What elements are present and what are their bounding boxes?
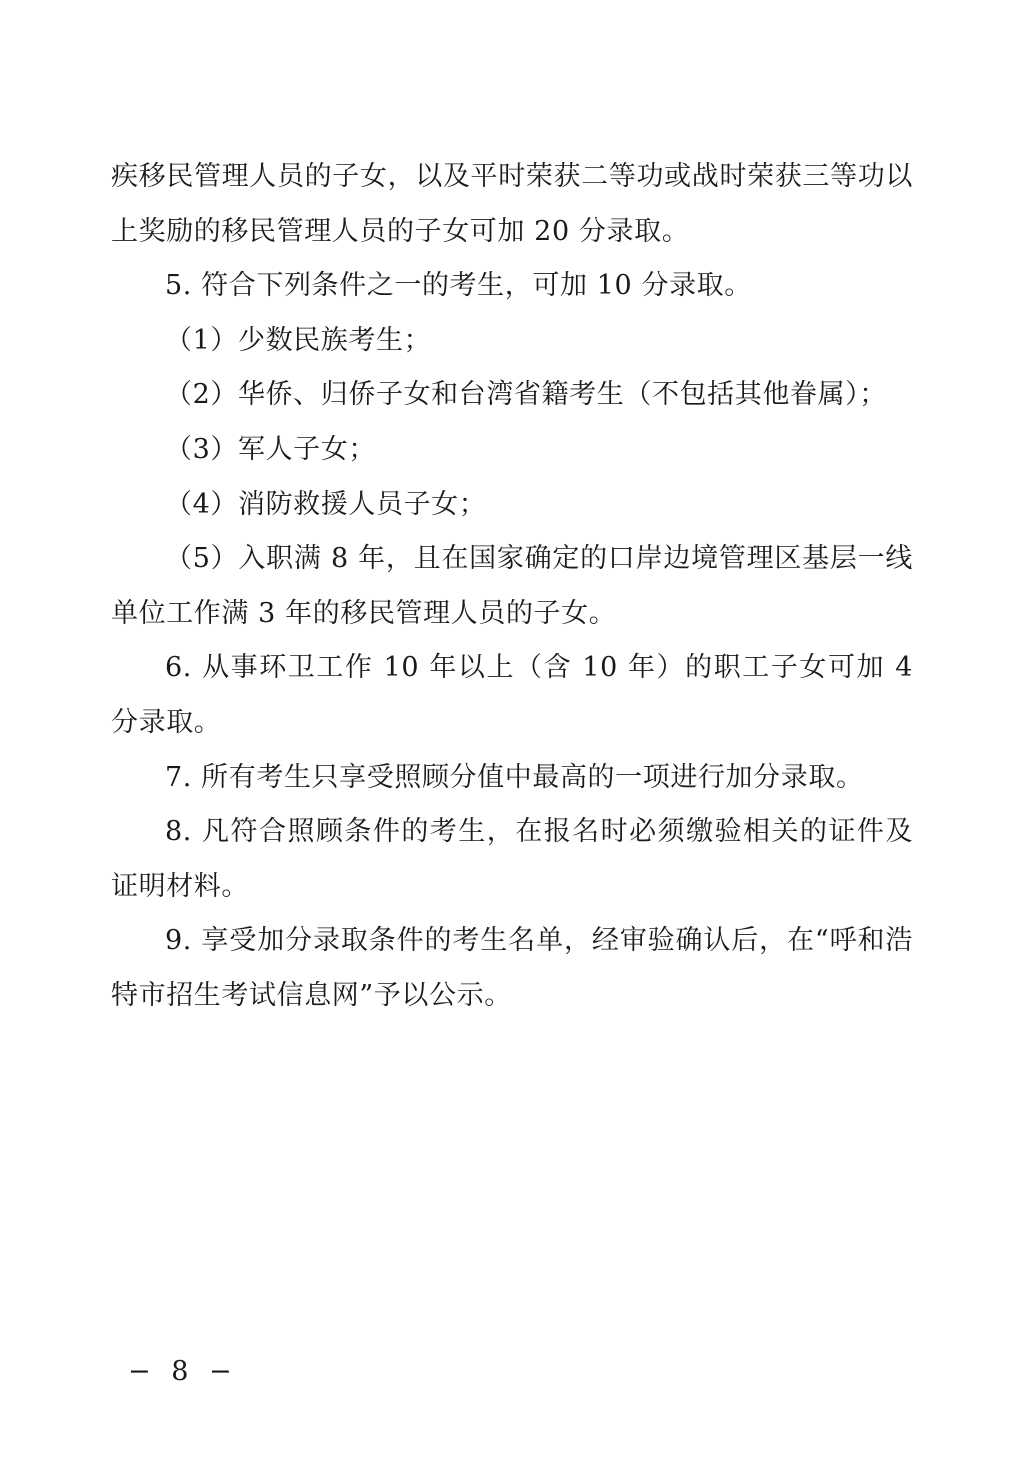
paragraph-item-9: 9. 享受加分录取条件的考生名单，经审验确认后，在“呼和浩特市招生考试信息网”予以公示。: [111, 925, 913, 1011]
paragraph-subitem-5: （5）入职满 8 年，且在国家确定的口岸边境管理区基层一线单位工作满 3 年的移民管理人员的子女。: [111, 543, 913, 629]
paragraph-item-5: 5. 符合下列条件之一的考生，可加 10 分录取。: [165, 270, 752, 302]
paragraph-subitem-4: （4）消防救援人员子女；: [165, 488, 487, 520]
paragraph-subitem-1: （1）少数民族考生；: [165, 324, 432, 356]
paragraph-item-6: 6. 从事环卫工作 10 年以上（含 10 年）的职工子女可加 4 分录取。: [111, 652, 923, 738]
paragraph-subitem-2: （2）华侨、归侨子女和台湾省籍考生（不包括其他眷属）；: [165, 379, 887, 411]
document-body: [111, 150, 923, 1024]
paragraph-continuation: 疾移民管理人员的子女，以及平时荣获二等功或战时荣获三等功以上奖励的移民管理人员的子女可加 20 分录取。: [111, 161, 913, 247]
paragraph-subitem-3: （3）军人子女；: [165, 433, 376, 465]
paragraph-item-7: 7. 所有考生只享受照顾分值中最高的一项进行加分录取。: [165, 761, 864, 793]
page-number: − 8 −: [128, 1356, 238, 1387]
paragraph-item-8: 8. 凡符合照顾条件的考生，在报名时必须缴验相关的证件及证明材料。: [111, 816, 913, 902]
